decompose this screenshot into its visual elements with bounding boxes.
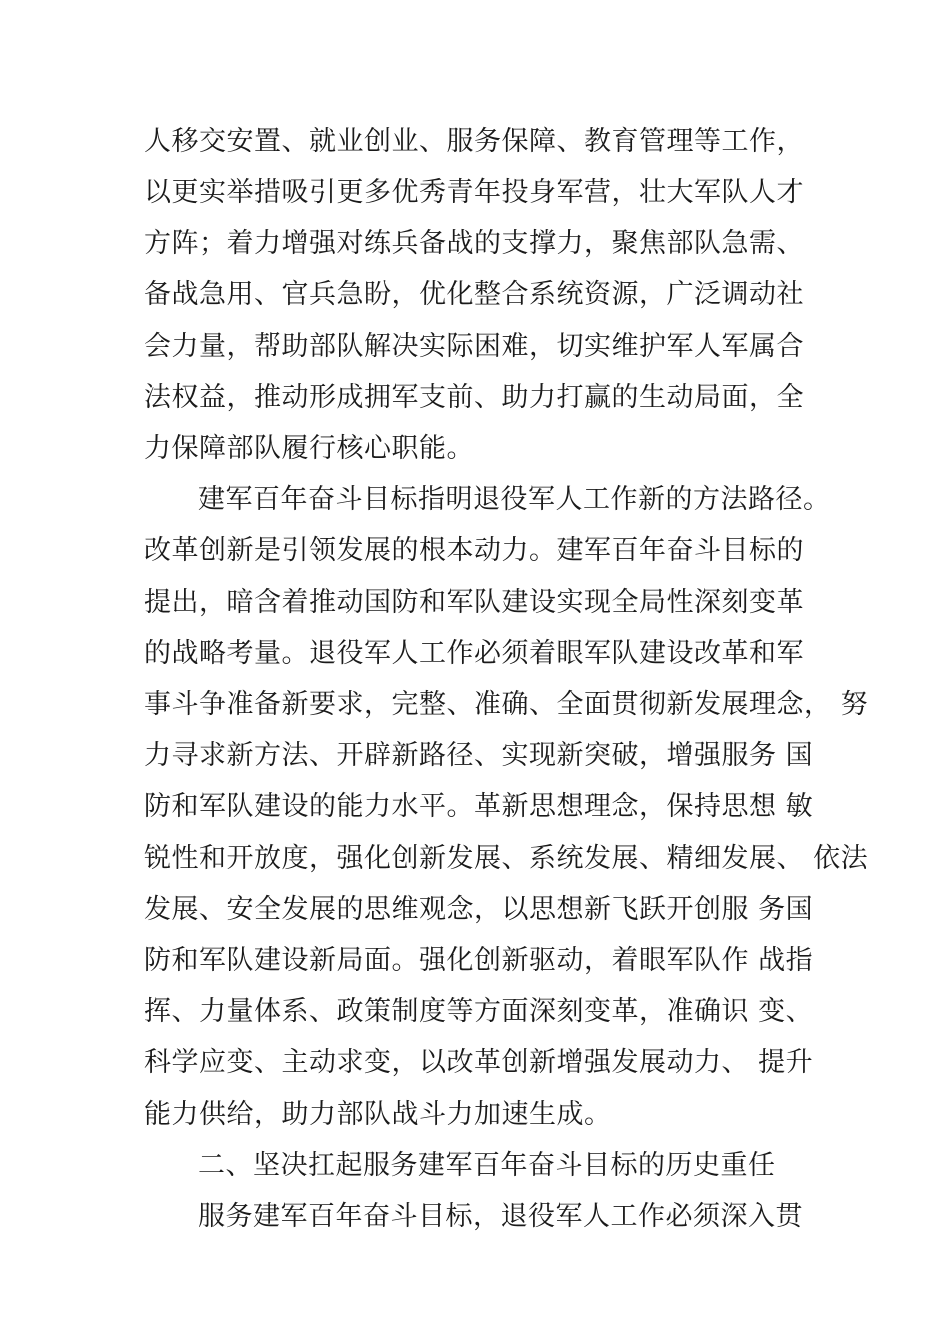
text-line-19: 科学应变、主动求变，以改革创新增强发展动力、 提升 (144, 1047, 814, 1078)
text-line-3: 方阵；着力增强对练兵备战的支撑力，聚焦部队急需、 (144, 228, 804, 259)
text-line-16: 发展、安全发展的思维观念，以思想新飞跃开创服 务国 (144, 894, 814, 925)
text-line-13: 力寻求新方法、开辟新路径、实现新突破，增强服务 国 (144, 740, 814, 771)
section-heading: 二、坚决扛起服务建军百年奋斗目标的历史重任 (198, 1150, 776, 1181)
text-line-7: 力保障部队履行核心职能。 (144, 433, 474, 464)
text-line-22: 服务建军百年奋斗目标，退役军人工作必须深入贯 (198, 1201, 803, 1232)
text-line-10: 提出，暗含着推动国防和军队建设实现全局性深刻变革 (144, 587, 804, 618)
text-line-18: 挥、力量体系、政策制度等方面深刻变革，准确识 变、 (144, 996, 814, 1027)
text-line-11: 的战略考量。退役军人工作必须着眼军队建设改革和军 (144, 638, 804, 669)
text-line-9: 改革创新是引领发展的根本动力。建军百年奋斗目标的 (144, 535, 804, 566)
text-line-2: 以更实举措吸引更多优秀青年投身军营，壮大军队人才 (144, 177, 804, 208)
paragraph-heading: 建军百年奋斗目标指明退役军人工作新的方法路径。 (198, 484, 831, 515)
text-line-5: 会力量，帮助部队解决实际困难，切实维护军人军属合 (144, 331, 804, 362)
text-line-20: 能力供给，助力部队战斗力加速生成。 (144, 1099, 612, 1130)
text-line-1: 人移交安置、就业创业、服务保障、教育管理等工作， (144, 126, 804, 157)
text-line-15: 锐性和开放度，强化创新发展、系统发展、精细发展、 依法 (144, 843, 869, 874)
text-line-12: 事斗争准备新要求，完整、准确、全面贯彻新发展理念， 努 (144, 689, 869, 720)
text-line-17: 防和军队建设新局面。强化创新驱动，着眼军队作 战指 (144, 945, 814, 976)
text-line-14: 防和军队建设的能力水平。革新思想理念，保持思想 敏 (144, 791, 814, 822)
text-line-4: 备战急用、官兵急盼，优化整合系统资源，广泛调动社 (144, 279, 804, 310)
text-line-6: 法权益，推动形成拥军支前、助力打赢的生动局面，全 (144, 382, 804, 413)
